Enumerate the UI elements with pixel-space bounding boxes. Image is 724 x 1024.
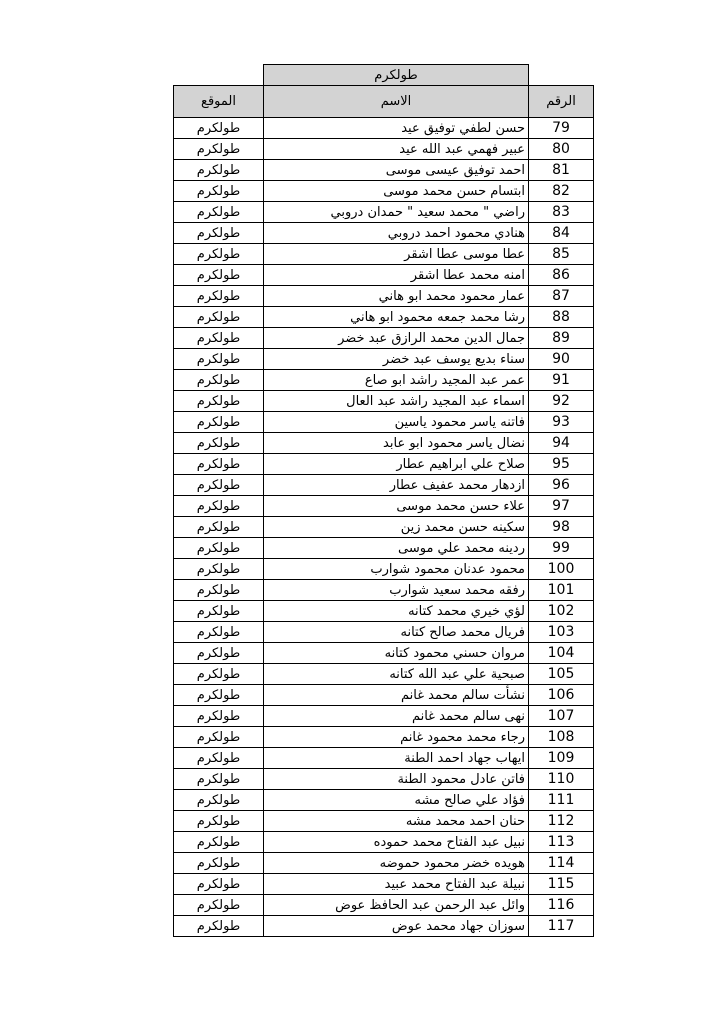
row-number-cell: 103 — [529, 622, 594, 643]
table-row — [174, 727, 594, 748]
row-number-cell: 85 — [529, 244, 594, 265]
row-number-cell: 86 — [529, 265, 594, 286]
row-name-cell: نشأت سالم محمد غانم — [264, 685, 529, 706]
row-number-cell: 91 — [529, 370, 594, 391]
row-name-cell: احمد توفيق عيسى موسى — [264, 160, 529, 181]
row-name-cell: نهى سالم محمد غانم — [264, 706, 529, 727]
row-location-cell: طولكرم — [174, 244, 264, 265]
row-number-cell: 102 — [529, 601, 594, 622]
row-name-cell: ردينه محمد علي موسى — [264, 538, 529, 559]
row-number-cell: 101 — [529, 580, 594, 601]
table-row — [174, 496, 594, 517]
table-row — [174, 139, 594, 160]
row-number-cell: 90 — [529, 349, 594, 370]
row-name-cell: امنه محمد عطا اشقر — [264, 265, 529, 286]
table-row — [174, 538, 594, 559]
row-number-cell: 111 — [529, 790, 594, 811]
row-name-cell: لؤي خيري محمد كتانه — [264, 601, 529, 622]
table-row — [174, 559, 594, 580]
column-header-location: الموقع — [174, 86, 264, 118]
table-row — [174, 580, 594, 601]
table-row — [174, 370, 594, 391]
row-location-cell: طولكرم — [174, 202, 264, 223]
row-location-cell: طولكرم — [174, 307, 264, 328]
row-location-cell: طولكرم — [174, 853, 264, 874]
row-name-cell: وائل عبد الرحمن عبد الحافظ عوض — [264, 895, 529, 916]
row-location-cell: طولكرم — [174, 538, 264, 559]
row-name-cell: حسن لطفي توفيق عيد — [264, 118, 529, 139]
row-location-cell: طولكرم — [174, 559, 264, 580]
table-row — [174, 349, 594, 370]
row-location-cell: طولكرم — [174, 286, 264, 307]
row-name-cell: عمار محمود محمد ابو هاني — [264, 286, 529, 307]
row-number-cell: 82 — [529, 181, 594, 202]
table-row — [174, 685, 594, 706]
row-location-cell: طولكرم — [174, 706, 264, 727]
row-location-cell: طولكرم — [174, 349, 264, 370]
row-name-cell: ايهاب جهاد احمد الطنة — [264, 748, 529, 769]
table-row — [174, 664, 594, 685]
table-row — [174, 412, 594, 433]
table-row — [174, 517, 594, 538]
row-name-cell: علاء حسن محمد موسى — [264, 496, 529, 517]
group-header-spacer-right — [529, 65, 594, 86]
row-number-cell: 112 — [529, 811, 594, 832]
row-location-cell: طولكرم — [174, 580, 264, 601]
row-name-cell: رفقه محمد سعيد شوارب — [264, 580, 529, 601]
row-location-cell: طولكرم — [174, 811, 264, 832]
row-location-cell: طولكرم — [174, 895, 264, 916]
row-location-cell: طولكرم — [174, 748, 264, 769]
row-name-cell: رشا محمد جمعه محمود ابو هاني — [264, 307, 529, 328]
row-name-cell: راضي " محمد سعيد " حمدان دروبي — [264, 202, 529, 223]
table-row — [174, 790, 594, 811]
row-number-cell: 95 — [529, 454, 594, 475]
table-row — [174, 202, 594, 223]
table-row — [174, 874, 594, 895]
row-name-cell: سوزان جهاد محمد عوض — [264, 916, 529, 937]
row-location-cell: طولكرم — [174, 181, 264, 202]
row-number-cell: 109 — [529, 748, 594, 769]
row-location-cell: طولكرم — [174, 328, 264, 349]
row-location-cell: طولكرم — [174, 118, 264, 139]
group-header-spacer-left — [174, 65, 264, 86]
row-name-cell: عبير فهمي عبد الله عيد — [264, 139, 529, 160]
table-row — [174, 307, 594, 328]
table-row — [174, 223, 594, 244]
row-number-cell: 117 — [529, 916, 594, 937]
row-name-cell: حنان احمد محمد مشه — [264, 811, 529, 832]
table-row — [174, 286, 594, 307]
row-location-cell: طولكرم — [174, 265, 264, 286]
row-name-cell: هنادي محمود احمد دروبي — [264, 223, 529, 244]
table-row — [174, 895, 594, 916]
row-location-cell: طولكرم — [174, 769, 264, 790]
row-name-cell: ازدهار محمد عفيف عطار — [264, 475, 529, 496]
row-number-cell: 113 — [529, 832, 594, 853]
group-header-cell: طولكرم — [264, 65, 529, 86]
row-location-cell: طولكرم — [174, 790, 264, 811]
row-number-cell: 105 — [529, 664, 594, 685]
row-number-cell: 100 — [529, 559, 594, 580]
row-number-cell: 80 — [529, 139, 594, 160]
row-location-cell: طولكرم — [174, 601, 264, 622]
row-location-cell: طولكرم — [174, 916, 264, 937]
row-name-cell: نضال ياسر محمود ابو عابد — [264, 433, 529, 454]
table-row — [174, 475, 594, 496]
row-name-cell: صبحية علي عبد الله كتانه — [264, 664, 529, 685]
row-location-cell: طولكرم — [174, 496, 264, 517]
row-number-cell: 98 — [529, 517, 594, 538]
row-number-cell: 94 — [529, 433, 594, 454]
row-number-cell: 96 — [529, 475, 594, 496]
group-header-row — [174, 65, 594, 86]
row-number-cell: 89 — [529, 328, 594, 349]
table-row — [174, 832, 594, 853]
row-name-cell: فريال محمد صالح كتانه — [264, 622, 529, 643]
row-name-cell: عمر عبد المجيد راشد ابو صاع — [264, 370, 529, 391]
row-name-cell: نبيلة عبد الفتاح محمد عبيد — [264, 874, 529, 895]
row-name-cell: سكينه حسن محمد زين — [264, 517, 529, 538]
table-row — [174, 643, 594, 664]
table-row — [174, 265, 594, 286]
row-number-cell: 92 — [529, 391, 594, 412]
table-row — [174, 454, 594, 475]
table-row — [174, 181, 594, 202]
row-location-cell: طولكرم — [174, 412, 264, 433]
row-name-cell: نبيل عبد الفتاح محمد حموده — [264, 832, 529, 853]
row-name-cell: رجاء محمد محمود غانم — [264, 727, 529, 748]
row-location-cell: طولكرم — [174, 139, 264, 160]
row-location-cell: طولكرم — [174, 517, 264, 538]
table-row — [174, 328, 594, 349]
table-body — [174, 118, 594, 937]
row-location-cell: طولكرم — [174, 370, 264, 391]
table-row — [174, 811, 594, 832]
table-row — [174, 433, 594, 454]
row-location-cell: طولكرم — [174, 391, 264, 412]
row-location-cell: طولكرم — [174, 832, 264, 853]
row-number-cell: 110 — [529, 769, 594, 790]
row-number-cell: 106 — [529, 685, 594, 706]
row-number-cell: 84 — [529, 223, 594, 244]
table-row — [174, 769, 594, 790]
row-name-cell: سناء بديع يوسف عبد خضر — [264, 349, 529, 370]
table-row — [174, 853, 594, 874]
row-number-cell: 107 — [529, 706, 594, 727]
row-name-cell: جمال الدين محمد الرازق عبد خضر — [264, 328, 529, 349]
row-location-cell: طولكرم — [174, 643, 264, 664]
row-name-cell: محمود عدنان محمود شوارب — [264, 559, 529, 580]
row-number-cell: 115 — [529, 874, 594, 895]
table-row — [174, 244, 594, 265]
row-number-cell: 79 — [529, 118, 594, 139]
table-row — [174, 391, 594, 412]
row-number-cell: 99 — [529, 538, 594, 559]
row-name-cell: صلاح علي ابراهيم عطار — [264, 454, 529, 475]
row-number-cell: 97 — [529, 496, 594, 517]
table-row — [174, 622, 594, 643]
row-name-cell: هويده خضر محمود حموضه — [264, 853, 529, 874]
row-number-cell: 104 — [529, 643, 594, 664]
table-row — [174, 160, 594, 181]
row-number-cell: 87 — [529, 286, 594, 307]
row-location-cell: طولكرم — [174, 664, 264, 685]
row-number-cell: 108 — [529, 727, 594, 748]
table-row — [174, 706, 594, 727]
row-location-cell: طولكرم — [174, 475, 264, 496]
column-header-number: الرقم — [529, 86, 594, 118]
row-number-cell: 114 — [529, 853, 594, 874]
row-number-cell: 88 — [529, 307, 594, 328]
row-name-cell: ابتسام حسن محمد موسى — [264, 181, 529, 202]
column-header-row — [174, 86, 594, 118]
row-name-cell: فاتن عادل محمود الطنة — [264, 769, 529, 790]
row-name-cell: فاتنه ياسر محمود ياسين — [264, 412, 529, 433]
table-row — [174, 748, 594, 769]
row-number-cell: 81 — [529, 160, 594, 181]
row-location-cell: طولكرم — [174, 223, 264, 244]
names-table — [173, 64, 594, 937]
row-location-cell: طولكرم — [174, 874, 264, 895]
table-row — [174, 118, 594, 139]
row-location-cell: طولكرم — [174, 685, 264, 706]
row-number-cell: 83 — [529, 202, 594, 223]
column-header-name: الاسم — [264, 86, 529, 118]
row-number-cell: 93 — [529, 412, 594, 433]
row-location-cell: طولكرم — [174, 454, 264, 475]
row-name-cell: عطا موسى عطا اشقر — [264, 244, 529, 265]
row-name-cell: فؤاد علي صالح مشه — [264, 790, 529, 811]
row-name-cell: مروان حسني محمود كتانه — [264, 643, 529, 664]
row-location-cell: طولكرم — [174, 622, 264, 643]
table-row — [174, 916, 594, 937]
row-location-cell: طولكرم — [174, 727, 264, 748]
row-number-cell: 116 — [529, 895, 594, 916]
row-name-cell: اسماء عبد المجيد راشد عبد العال — [264, 391, 529, 412]
row-location-cell: طولكرم — [174, 160, 264, 181]
table-row — [174, 601, 594, 622]
row-location-cell: طولكرم — [174, 433, 264, 454]
